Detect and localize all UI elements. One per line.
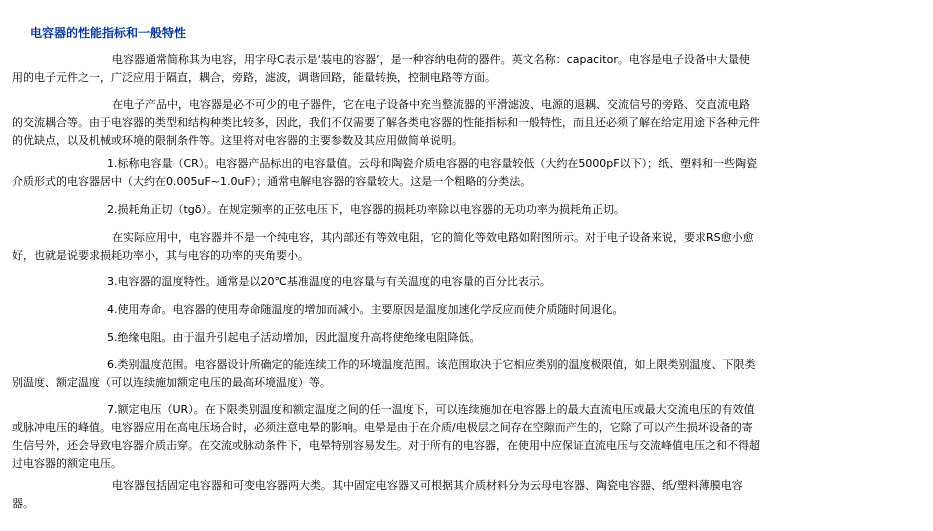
paragraph-rated-voltage: 7.额定电压（UR）。在下限类别温度和额定温度之间的任一温度下，可以连续施加在电容器上的最大直流电压或最大交流电压的有效值或脉冲电压的峰值。电容器应用在高电压场合时，必须注意电晕的影响。电晕是由于在介质/电极层之间存在空隙而产生的，它除了可以产生损坏设备的寄生信号外，还会导致电容器介质击穿。在交流或脉动条件下，电晕特别容易发生。对于所有的电容器，在使用中应保证直流电压与交流峰值电压之和不得超过电容器的额定电压。 [12, 403, 760, 470]
paragraph-temperature-characteristic: 3.电容器的温度特性。通常是以20℃基准温度的电容量与有关温度的电容量的百分比表示。 [107, 275, 551, 288]
paragraph-equivalent-circuit: 在实际应用中，电容器并不是一个纯电容，其内部还有等效电阻，它的简化等效电路如附图所示。对于电子设备来说，要求RS愈小愈好，也就是说要求损耗功率小，其与电容的功率的夹角要小。 [12, 231, 754, 262]
paragraph-temperature-range: 6.类别温度范围。电容器设计所确定的能连续工作的环境温度范围。该范围取决于它相应类别的温度极限值，如上限类别温度、下限类别温度、额定温度（可以连续施加额定电压的最高环境温度）等。 [12, 358, 756, 389]
paragraph-applications: 在电子产品中，电容器是必不可少的电子器件，它在电子设备中充当整流器的平滑滤波、电源的退耦、交流信号的旁路、交直流电路的交流耦合等。由于电容器的类型和结构种类比较多，因此，我们不仅需要了解各类电容器的性能指标和一般特性，而且还必须了解在给定用途下各种元件的优缺点，以及机械或环境的限制条件等。这里将对电容器的主要参数及其应用做简单说明。 [12, 98, 760, 147]
paragraph-loss-tangent: 2.损耗角正切（tgδ）。在规定频率的正弦电压下，电容器的损耗功率除以电容器的无功功率为损耗角正切。 [107, 203, 626, 216]
paragraph-service-life: 4.使用寿命。电容器的使用寿命随温度的增加而减小。主要原因是温度加速化学反应而使介质随时间退化。 [107, 303, 624, 316]
paragraph-insulation-resistance: 5.绝缘电阻。由于温升引起电子活动增加，因此温度升高将使绝缘电阻降低。 [107, 331, 481, 344]
paragraph-capacitor-types: 电容器包括固定电容器和可变电容器两大类。其中固定电容器又可根据其介质材料分为云母电容器、陶瓷电容器、纸/塑料薄膜电容器。 [12, 479, 743, 510]
paragraph-nominal-capacitance: 1.标称电容量（CR）。电容器产品标出的电容量值。云母和陶瓷介质电容器的电容量较低（大约在5000pF以下）；纸、塑料和一些陶瓷介质形式的电容器居中（大约在0.005uF~1.0uF）；通常电解电容器的容量较大。这是一个粗略的分类法。 [12, 157, 758, 188]
paragraph-intro: 电容器通常简称其为电容，用字母C表示是‘装电的容器’，是一种容纳电荷的器件。英文名称：capacitor。电容是电子设备中大量使用的电子元件之一，广泛应用于隔直，耦合，旁路，滤波，调谐回路，能量转换，控制电路等方面。 [12, 53, 750, 84]
article-title: 电容器的性能指标和一般特性 [30, 26, 187, 40]
